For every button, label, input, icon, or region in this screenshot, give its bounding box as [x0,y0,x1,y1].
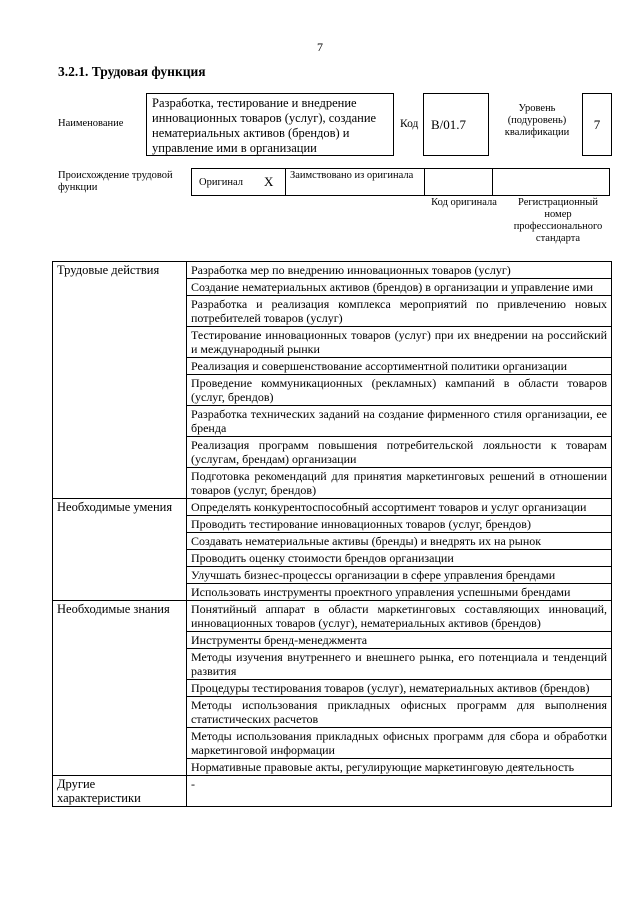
table-cell: Проводить тестирование инновационных товаров (услуг, брендов) [187,516,612,533]
original-label: Оригинал [199,177,243,188]
table-cell: Инструменты бренд-менеджмента [187,632,612,649]
table-cell: Проводить оценку стоимости брендов организации [187,550,612,567]
original-mark: X [264,174,274,189]
table-cell: Методы использования прикладных офисных программ для выполнения статистических расчетов [187,697,612,728]
table-row [53,262,612,279]
table-row [53,499,612,516]
origin-label: Происхождение трудовой функции [58,170,173,193]
table-cell: Методы использования прикладных офисных программ для сбора и обработки маркетинговой информации [187,728,612,759]
function-name-box: Разработка, тестирование и внедрение инновационных товаров (услуг), создание нематериальных активов (брендов) и управление ими в организации [146,93,394,156]
code-original-label: Код оригинала [431,197,497,208]
code-label: Код [400,118,419,130]
code-box: B/01.7 [423,93,489,156]
origin-original-cell [191,168,286,196]
table-cell: Процедуры тестирования товаров (услуг), нематериальных активов (брендов) [187,680,612,697]
reg-number-label: Регистрационный номер профессионального стандарта [513,197,603,244]
table-cell: Методы изучения внутреннего и внешнего рынка, его потенциала и тенденций развития [187,649,612,680]
section-heading: Необходимые знания [53,601,187,776]
table-cell: Нормативные правовые акты, регулирующие маркетинговую деятельность [187,759,612,776]
table-cell: Реализация и совершенствование ассортиментной политики организации [187,358,612,375]
table-cell: Разработка технических заданий на создание фирменного стиля организации, ее бренда [187,406,612,437]
code-original-cell [424,168,493,196]
table-cell: Проведение коммуникационных (рекламных) кампаний в области товаров (услуг, брендов) [187,375,612,406]
name-label: Наименование [58,118,124,129]
table-cell: Разработка мер по внедрению инновационных товаров (услуг) [187,262,612,279]
reg-number-cell [492,168,610,196]
table-cell: Улучшать бизнес-процессы организации в сфере управления брендами [187,567,612,584]
table-cell: Создание нематериальных активов (брендов) в организации и управление ими [187,279,612,296]
table-cell: Использовать инструменты проектного управления успешными брендами [187,584,612,601]
table-row [53,776,612,807]
section-heading: Трудовые действия [53,262,187,499]
table-cell: - [187,776,612,807]
page-number: 7 [317,40,323,54]
table-row [53,601,612,632]
table-cell: Создавать нематериальные активы (бренды) и внедрять их на рынок [187,533,612,550]
section-title: 3.2.1. Трудовая функция [58,64,206,79]
table-cell: Определять конкурентоспособный ассортимент товаров и услуг организации [187,499,612,516]
table-cell: Понятийный аппарат в области маркетинговых составляющих инноваций, инновационных товаров (услуг), нематериальных активов (брендов) [187,601,612,632]
level-label: Уровень (подуровень) квалификации [504,103,570,138]
section-heading: Необходимые умения [53,499,187,601]
level-box: 7 [582,93,612,156]
table-cell: Разработка и реализация комплекса мероприятий по привлечению новых потребителей товаров (услуг) [187,296,612,327]
origin-row [192,168,612,196]
borrowed-cell: Заимствовано из оригинала [285,168,425,196]
table-cell: Подготовка рекомендаций для принятия маркетинговых решений в отношении товаров (услуг, брендов) [187,468,612,499]
function-table [52,261,612,807]
section-heading: Другие характеристики [53,776,187,807]
table-cell: Реализация программ повышения потребительской лояльности к товарам (услугам, брендам) организации [187,437,612,468]
table-cell: Тестирование инновационных товаров (услуг) при их внедрении на российский и международный рынки [187,327,612,358]
